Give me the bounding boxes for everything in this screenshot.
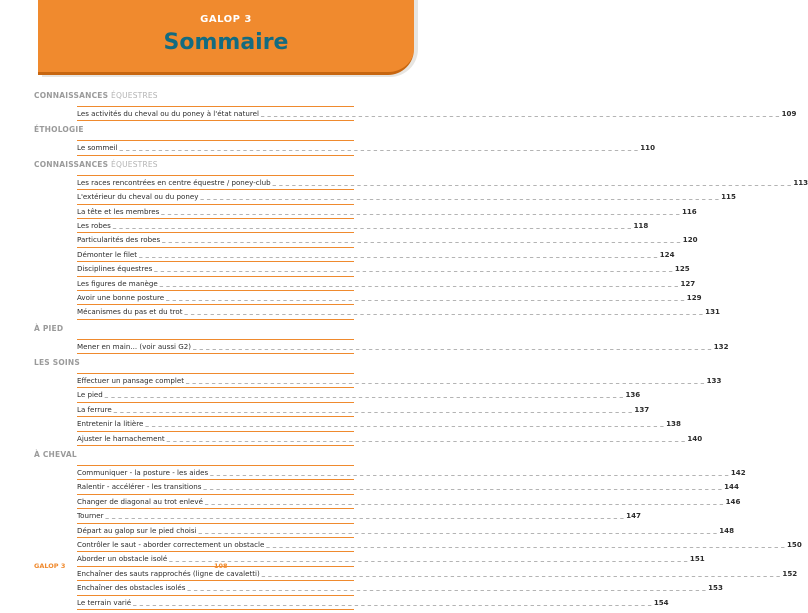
- toc-entry-page: 127: [680, 278, 696, 288]
- section-heading: [34, 90, 354, 102]
- section-title: LES SOINS: [34, 358, 80, 368]
- toc-entry[interactable]: [77, 190, 736, 204]
- toc-entry-page: 146: [725, 496, 741, 506]
- toc-entry[interactable]: [77, 291, 702, 305]
- leader-dashes: _ _ _ _ _ _ _ _ _ _ _ _ _ _ _ _ _ _ _ _ _ _ _ _ _ _ _ _ _ _ _ _ _ _ _ _ _ _ _ _ _ _ _ _ _ _ _ _ _ _ _ _ _ _ _ _ _ _ _ _ _ _ _ _ _ _ _ _ _ _ _ _ _ _ _ _ _ _ _ _: [161, 206, 680, 215]
- leader-dashes: _ _ _ _ _ _ _ _ _ _ _ _ _ _ _ _ _ _ _ _ _ _ _ _ _ _ _ _ _ _ _ _ _ _ _ _ _ _ _ _ _ _ _ _ _ _ _ _ _ _ _ _ _ _ _ _ _ _ _ _ _ _ _ _ _ _ _ _ _ _ _ _ _ _ _ _ _ _ _ _: [112, 220, 632, 229]
- leader-dashes: _ _ _ _ _ _ _ _ _ _ _ _ _ _ _ _ _ _ _ _ _ _ _ _ _ _ _ _ _ _ _ _ _ _ _ _ _ _ _ _ _ _ _ _ _ _ _ _ _ _ _ _ _ _ _ _ _ _ _ _ _ _ _ _ _ _ _ _ _ _ _ _ _ _ _ _ _ _ _ _: [145, 419, 665, 428]
- toc-entry-label: Départ au galop sur le pied choisi: [77, 525, 197, 535]
- leader-dashes: _ _ _ _ _ _ _ _ _ _ _ _ _ _ _ _ _ _ _ _ _ _ _ _ _ _ _ _ _ _ _ _ _ _ _ _ _ _ _ _ _ _ _ _ _ _ _ _ _ _ _ _ _ _ _ _ _ _ _ _ _ _ _ _ _ _ _ _ _ _ _ _ _ _ _ _ _ _ _ _: [159, 278, 679, 287]
- toc-entry[interactable]: [77, 417, 681, 431]
- toc-entry[interactable]: [77, 538, 802, 552]
- footer-label: GALOP 3: [34, 562, 66, 570]
- toc-entry[interactable]: [77, 175, 808, 190]
- toc-entry[interactable]: [77, 339, 729, 354]
- leader-dashes: _ _ _ _ _ _ _ _ _ _ _ _ _ _ _ _ _ _ _ _ _ _ _ _ _ _ _ _ _ _ _ _ _ _ _ _ _ _ _ _ _ _ _ _ _ _ _ _ _ _ _ _ _ _ _ _ _ _ _ _ _ _ _ _ _ _ _ _ _ _ _ _ _ _ _ _ _ _ _ _: [169, 554, 688, 563]
- toc-entry[interactable]: [77, 388, 641, 402]
- toc-entry[interactable]: [77, 432, 703, 446]
- toc-entry-label: Les robes: [77, 220, 111, 230]
- toc-entry-page: 133: [706, 376, 722, 386]
- toc-entry-page: 136: [625, 390, 641, 400]
- toc-entry[interactable]: [77, 277, 696, 291]
- leader-dashes: _ _ _ _ _ _ _ _ _ _ _ _ _ _ _ _ _ _ _ _ _ _ _ _ _ _ _ _ _ _ _ _ _ _ _ _ _ _ _ _ _ _ _ _ _ _ _ _ _ _ _ _ _ _ _ _ _ _ _ _ _ _ _ _ _ _ _ _ _ _ _ _ _ _ _ _ _ _ _ _: [266, 539, 785, 548]
- toc-entry[interactable]: [77, 205, 697, 219]
- toc-entry-page: 125: [674, 264, 690, 274]
- toc-entry[interactable]: [77, 596, 669, 610]
- toc-entry-label: Démonter le filet: [77, 249, 138, 259]
- leader-dashes: _ _ _ _ _ _ _ _ _ _ _ _ _ _ _ _ _ _ _ _ _ _ _ _ _ _ _ _ _ _ _ _ _ _ _ _ _ _ _ _ _ _ _ _ _ _ _ _ _ _ _ _ _ _ _ _ _ _ _ _ _ _ _ _ _ _ _ _ _ _ _ _ _ _ _ _ _ _ _ _: [203, 482, 723, 491]
- toc-entry-label: Disciplines équestres: [77, 264, 153, 274]
- toc-entry-label: Enchaîner des sauts rapprochés (ligne de cavaletti): [77, 568, 260, 578]
- section-title: ÉTHOLOGIE: [34, 125, 84, 135]
- section-subtitle: ÉQUESTRES: [111, 91, 158, 100]
- toc-entry-label: La tête et les membres: [77, 206, 160, 216]
- section-subtitle: ÉQUESTRES: [111, 159, 158, 169]
- toc-entry-page: 152: [782, 568, 798, 578]
- toc-entry-page: 137: [634, 404, 650, 414]
- toc-entry-page: 142: [730, 468, 746, 478]
- leader-dashes: _ _ _ _ _ _ _ _ _ _ _ _ _ _ _ _ _ _ _ _ _ _ _ _ _ _ _ _ _ _ _ _ _ _ _ _ _ _ _ _ _ _ _ _ _ _ _ _ _ _ _ _ _ _ _ _ _ _ _ _ _ _ _ _ _ _ _ _ _ _ _ _ _ _ _ _ _ _ _ _: [166, 292, 685, 301]
- toc-entry-page: 153: [708, 583, 723, 593]
- toc-entry[interactable]: [77, 248, 675, 262]
- leader-dashes: _ _ _ _ _ _ _ _ _ _ _ _ _ _ _ _ _ _ _ _ _ _ _ _ _ _ _ _ _ _ _ _ _ _ _ _ _ _ _ _ _ _ _ _ _ _ _ _ _ _ _ _ _ _ _ _ _ _ _ _ _ _ _ _ _ _ _ _ _ _ _ _ _ _ _ _ _ _ _ _: [104, 390, 624, 399]
- leader-dashes: _ _ _ _ _ _ _ _ _ _ _ _ _ _ _ _ _ _ _ _ _ _ _ _ _ _ _ _ _ _ _ _ _ _ _ _ _ _ _ _ _ _ _ _ _ _ _ _ _ _ _ _ _ _ _ _ _ _ _ _ _ _ _ _ _ _ _ _ _ _ _ _ _ _ _ _ _ _ _ _: [113, 404, 633, 413]
- section-heading: [34, 124, 354, 136]
- toc-entry-label: Communiquer - la posture - les aides: [77, 468, 209, 478]
- toc-entry-label: Contrôler le saut - aborder correctement un obstacle: [77, 539, 265, 549]
- toc-entry-page: 147: [626, 511, 641, 521]
- toc-entry-page: 118: [633, 220, 649, 230]
- toc-entry-label: La ferrure: [77, 404, 112, 414]
- leader-dashes: _ _ _ _ _ _ _ _ _ _ _ _ _ _ _ _ _ _ _ _ _ _ _ _ _ _ _ _ _ _ _ _ _ _ _ _ _ _ _ _ _ _ _ _ _ _ _ _ _ _ _ _ _ _ _ _ _ _ _ _ _ _ _ _ _ _ _ _ _ _ _ _ _ _ _ _ _ _ _ _: [185, 376, 705, 385]
- toc-entry[interactable]: [77, 140, 656, 155]
- toc-entry-page: 120: [682, 235, 698, 245]
- toc-entry-page: 116: [681, 206, 697, 216]
- leader-dashes: _ _ _ _ _ _ _ _ _ _ _ _ _ _ _ _ _ _ _ _ _ _ _ _ _ _ _ _ _ _ _ _ _ _ _ _ _ _ _ _ _ _ _ _ _ _ _ _ _ _ _ _ _ _ _ _ _ _ _ _ _ _ _ _ _ _ _ _ _ _ _ _ _ _ _ _ _ _ _ _: [119, 143, 639, 152]
- toc-entry-label: Les activités du cheval ou du poney à l'état naturel: [77, 109, 259, 118]
- toc-entry-label: Aborder un obstacle isolé: [77, 554, 168, 564]
- page-title: Sommaire: [163, 30, 289, 55]
- toc-entry-label: Avoir une bonne posture: [77, 292, 165, 302]
- toc-entry-label: Particularités des robes: [77, 235, 161, 245]
- toc-entry-label: Les figures de manège: [77, 278, 158, 288]
- leader-dashes: _ _ _ _ _ _ _ _ _ _ _ _ _ _ _ _ _ _ _ _ _ _ _ _ _ _ _ _ _ _ _ _ _ _ _ _ _ _ _ _ _ _ _ _ _ _ _ _ _ _ _ _ _ _ _ _ _ _ _ _ _ _ _ _ _ _ _ _ _ _ _ _ _ _ _ _ _ _ _ _: [200, 192, 720, 201]
- toc-entry-label: Changer de diagonal au trot enlevé: [77, 496, 203, 506]
- toc-entry-page: 115: [721, 192, 736, 202]
- footer-page-number: 108: [214, 562, 228, 570]
- leader-dashes: _ _ _ _ _ _ _ _ _ _ _ _ _ _ _ _ _ _ _ _ _ _ _ _ _ _ _ _ _ _ _ _ _ _ _ _ _ _ _ _ _ _ _ _ _ _ _ _ _ _ _ _ _ _ _ _ _ _ _ _ _ _ _ _ _ _ _ _ _ _ _ _ _ _ _ _ _ _ _ _: [272, 177, 792, 186]
- toc-entry-label: Le terrain varié: [77, 597, 132, 607]
- toc-entry-page: 140: [687, 433, 703, 443]
- toc-entry-page: 154: [653, 597, 669, 607]
- toc-entry[interactable]: [77, 305, 720, 319]
- toc-entry-page: 109: [781, 109, 797, 118]
- section-heading: [34, 357, 354, 369]
- section-title: À PIED: [34, 323, 64, 333]
- toc-entry-page: 138: [666, 419, 681, 429]
- toc-entry-page: 132: [713, 341, 729, 351]
- toc-entry-page: 113: [793, 177, 808, 187]
- toc-entry[interactable]: [77, 233, 698, 247]
- leader-dashes: _ _ _ _ _ _ _ _ _ _ _ _ _ _ _ _ _ _ _ _ _ _ _ _ _ _ _ _ _ _ _ _ _ _ _ _ _ _ _ _ _ _ _ _ _ _ _ _ _ _ _ _ _ _ _ _ _ _ _ _ _ _ _ _ _ _ _ _ _ _ _ _ _ _ _ _ _ _ _ _: [204, 496, 724, 505]
- toc-entry-page: 150: [786, 539, 802, 549]
- toc-entry-label: Les races rencontrées en centre équestre / poney-club: [77, 177, 271, 187]
- toc-entry-label: Le sommeil: [77, 143, 118, 153]
- toc-entry[interactable]: [77, 465, 746, 480]
- leader-dashes: _ _ _ _ _ _ _ _ _ _ _ _ _ _ _ _ _ _ _ _ _ _ _ _ _ _ _ _ _ _ _ _ _ _ _ _ _ _ _ _ _ _ _ _ _ _ _ _ _ _ _ _ _ _ _ _ _ _ _ _ _ _ _ _ _ _ _ _ _ _ _ _ _ _ _ _ _ _ _ _: [162, 235, 681, 244]
- toc-entry[interactable]: [77, 373, 722, 388]
- leader-dashes: _ _ _ _ _ _ _ _ _ _ _ _ _ _ _ _ _ _ _ _ _ _ _ _ _ _ _ _ _ _ _ _ _ _ _ _ _ _ _ _ _ _ _ _ _ _ _ _ _ _ _ _ _ _ _ _ _ _ _ _ _ _ _ _ _ _ _ _ _ _ _ _ _ _ _ _ _ _ _ _: [184, 307, 704, 316]
- leader-dashes: _ _ _ _ _ _ _ _ _ _ _ _ _ _ _ _ _ _ _ _ _ _ _ _ _ _ _ _ _ _ _ _ _ _ _ _ _ _ _ _ _ _ _ _ _ _ _ _ _ _ _ _ _ _ _ _ _ _ _ _ _ _ _ _ _ _ _ _ _ _ _ _ _ _ _ _ _ _ _ _: [210, 468, 729, 477]
- section-heading: [34, 323, 354, 335]
- toc-entry[interactable]: [77, 495, 741, 509]
- toc-entry[interactable]: [77, 262, 690, 276]
- toc-entry-page: 129: [686, 292, 702, 302]
- table-of-contents: [34, 90, 808, 613]
- toc-entry[interactable]: [77, 219, 649, 233]
- section-title: À CHEVAL: [34, 450, 77, 460]
- leader-dashes: _ _ _ _ _ _ _ _ _ _ _ _ _ _ _ _ _ _ _ _ _ _ _ _ _ _ _ _ _ _ _ _ _ _ _ _ _ _ _ _ _ _ _ _ _ _ _ _ _ _ _ _ _ _ _ _ _ _ _ _ _ _ _ _ _ _ _ _ _ _ _ _ _ _ _ _ _ _ _ _: [105, 511, 625, 520]
- leader-dashes: _ _ _ _ _ _ _ _ _ _ _ _ _ _ _ _ _ _ _ _ _ _ _ _ _ _ _ _ _ _ _ _ _ _ _ _ _ _ _ _ _ _ _ _ _ _ _ _ _ _ _ _ _ _ _ _ _ _ _ _ _ _ _ _ _ _ _ _ _ _ _ _ _ _ _ _ _ _ _ _: [261, 568, 781, 577]
- leader-dashes: _ _ _ _ _ _ _ _ _ _ _ _ _ _ _ _ _ _ _ _ _ _ _ _ _ _ _ _ _ _ _ _ _ _ _ _ _ _ _ _ _ _ _ _ _ _ _ _ _ _ _ _ _ _ _ _ _ _ _ _ _ _ _ _ _ _ _ _ _ _ _ _ _ _ _ _ _ _ _ _: [133, 597, 652, 606]
- galop-label: GALOP 3: [200, 14, 252, 25]
- section-title: CONNAISSANCES: [34, 159, 109, 169]
- toc-entry-label: Le pied: [77, 390, 103, 400]
- toc-entry[interactable]: [77, 524, 735, 538]
- leader-dashes: _ _ _ _ _ _ _ _ _ _ _ _ _ _ _ _ _ _ _ _ _ _ _ _ _ _ _ _ _ _ _ _ _ _ _ _ _ _ _ _ _ _ _ _ _ _ _ _ _ _ _ _ _ _ _ _ _ _ _ _ _ _ _ _ _ _ _ _ _ _ _ _ _ _ _ _ _ _ _ _: [187, 583, 707, 592]
- toc-entry[interactable]: [77, 403, 650, 417]
- toc-entry-page: 148: [719, 525, 735, 535]
- toc-entry-page: 144: [724, 482, 739, 492]
- toc-entry-page: 131: [705, 307, 720, 317]
- toc-entry-label: Mécanismes du pas et du trot: [77, 307, 183, 317]
- leader-dashes: _ _ _ _ _ _ _ _ _ _ _ _ _ _ _ _ _ _ _ _ _ _ _ _ _ _ _ _ _ _ _ _ _ _ _ _ _ _ _ _ _ _ _ _ _ _ _ _ _ _ _ _ _ _ _ _ _ _ _ _ _ _ _ _ _ _ _ _ _ _ _ _ _ _ _ _ _ _ _ _: [193, 341, 712, 350]
- toc-entry-page: 151: [689, 554, 705, 564]
- toc-entry[interactable]: [77, 480, 739, 494]
- leader-dashes: _ _ _ _ _ _ _ _ _ _ _ _ _ _ _ _ _ _ _ _ _ _ _ _ _ _ _ _ _ _ _ _ _ _ _ _ _ _ _ _ _ _ _ _ _ _ _ _ _ _ _ _ _ _ _ _ _ _ _ _ _ _ _ _ _ _ _ _ _ _ _ _ _ _ _ _ _ _ _ _: [198, 525, 718, 534]
- toc-entry-label: L'extérieur du cheval ou du poney: [77, 192, 199, 202]
- toc-entry-label: Mener en main... (voir aussi G2): [77, 341, 192, 351]
- section-heading: [34, 159, 354, 171]
- toc-entry-label: Enchaîner des obstacles isolés: [77, 583, 186, 593]
- toc-entry-page: 124: [659, 249, 675, 259]
- leader-dashes: _ _ _ _ _ _ _ _ _ _ _ _ _ _ _ _ _ _ _ _ _ _ _ _ _ _ _ _ _ _ _ _ _ _ _ _ _ _ _ _ _ _ _ _ _ _ _ _ _ _ _ _ _ _ _ _ _ _ _ _ _ _ _ _ _ _ _ _ _ _ _ _ _ _ _ _ _ _ _ _: [154, 264, 673, 273]
- toc-entry-label: Entretenir la litière: [77, 419, 144, 429]
- leader-dashes: _ _ _ _ _ _ _ _ _ _ _ _ _ _ _ _ _ _ _ _ _ _ _ _ _ _ _ _ _ _ _ _ _ _ _ _ _ _ _ _ _ _ _ _ _ _ _ _ _ _ _ _ _ _ _ _ _ _ _ _ _ _ _ _ _ _ _ _ _ _ _ _ _ _ _ _ _ _ _ _: [166, 433, 686, 442]
- toc-entry[interactable]: [77, 581, 723, 595]
- leader-dashes: _ _ _ _ _ _ _ _ _ _ _ _ _ _ _ _ _ _ _ _ _ _ _ _ _ _ _ _ _ _ _ _ _ _ _ _ _ _ _ _ _ _ _ _ _ _ _ _ _ _ _ _ _ _ _ _ _ _ _ _ _ _ _ _ _ _ _ _ _ _ _ _ _ _ _ _ _ _ _ _: [260, 109, 780, 117]
- toc-entry-label: Ralentir - accélérer - les transitions: [77, 482, 202, 492]
- toc-entry-label: Effectuer un pansage complet: [77, 376, 184, 386]
- toc-entry-label: Ajuster le harnachement: [77, 433, 165, 443]
- toc-entry[interactable]: [77, 106, 797, 121]
- toc-entry-label: Tourner: [77, 511, 104, 521]
- leader-dashes: _ _ _ _ _ _ _ _ _ _ _ _ _ _ _ _ _ _ _ _ _ _ _ _ _ _ _ _ _ _ _ _ _ _ _ _ _ _ _ _ _ _ _ _ _ _ _ _ _ _ _ _ _ _ _ _ _ _ _ _ _ _ _ _ _ _ _ _ _ _ _ _ _ _ _ _ _ _ _ _: [139, 249, 658, 258]
- toc-entry[interactable]: [77, 509, 641, 523]
- section-title: CONNAISSANCES: [34, 91, 109, 100]
- toc-entry-page: 110: [640, 143, 656, 153]
- section-heading: [34, 449, 354, 461]
